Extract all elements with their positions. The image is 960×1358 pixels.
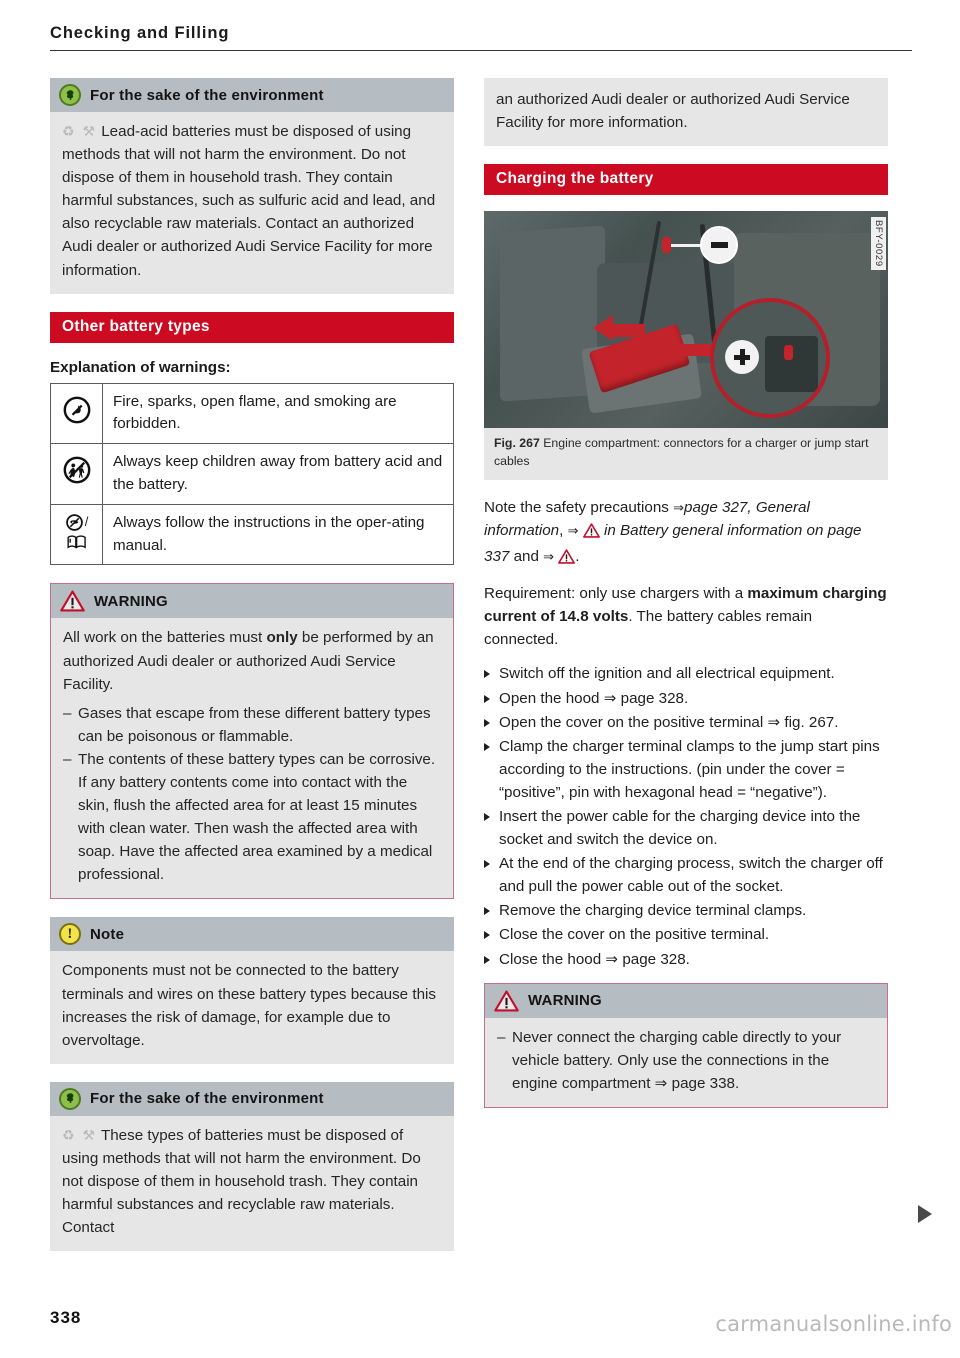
warning-left-intro-part2: be performed by an authorized Audi dealer or authorized Audi Service Facility. — [63, 629, 434, 693]
list-item: Close the hood ⇒ page 328. — [484, 948, 888, 971]
header-divider — [50, 50, 912, 51]
no-children-icon — [51, 444, 103, 505]
positive-terminal-badge — [725, 340, 759, 374]
requirement-bold: maximum charging current of 14.8 volts — [484, 585, 887, 626]
table-row — [51, 504, 454, 565]
safety-part1: Note the safety precautions — [484, 498, 674, 516]
charging-steps-list — [484, 662, 888, 970]
warning-symbols-table — [50, 383, 454, 566]
eye-protection-and-manual-icons — [51, 504, 103, 565]
table-row — [51, 444, 454, 505]
engine-compartment-photo — [484, 211, 888, 428]
page-title: Checking and Filling — [50, 24, 230, 42]
figure-caption-text: Engine compartment: connectors for a charger or jump start cables — [494, 436, 869, 469]
environment-notice-continued-text: an authorized Audi dealer or authorized Audi Service Facility for more information. — [484, 78, 888, 146]
magnifier-callout — [710, 298, 830, 418]
warning-left-intro — [63, 626, 441, 695]
arrow-ref-icon: ⇒ — [673, 500, 685, 516]
environment-notice-1 — [50, 78, 454, 294]
environment-tree-icon — [59, 1088, 81, 1110]
safety-ref-page-337[interactable]: in Battery general information on page 337 — [484, 521, 862, 566]
environment-notice-1-text: Lead-acid batteries must be disposed of using methods that will not harm the environment. Do not dispose of them in household trash. They contain harmful substances, such as sulfuric acid and lead, and also recyclable raw materials. Contact an authorized Audi dealer or authorized Audi Service Facility for more information. — [62, 123, 436, 279]
table-cell-text: Fire, sparks, open flame, and smoking are forbidden. — [103, 383, 454, 444]
list-item: – Never connect the charging cable directly to your vehicle battery. Only use the connections in the engine compartment ⇒ page 338. — [497, 1026, 875, 1095]
section-heading-charging-the-battery: Charging the battery — [484, 164, 888, 195]
list-item: – The contents of these battery types can be corrosive. If any battery contents come into contact with the skin, flush the affected area for at least 15 minutes with clean water. Then wash the affected area with soap. Have the affected area examined by a medical professional. — [63, 748, 441, 887]
safety-mid1: , — [559, 521, 568, 539]
environment-notice-1-header — [50, 78, 454, 112]
warning-right-bullets — [497, 1026, 875, 1095]
environment-notice-1-body — [50, 112, 454, 294]
warning-triangle-icon — [494, 990, 519, 1012]
warning-left-intro-bold: only — [266, 629, 298, 647]
warning-left-intro-part1: All work on the batteries must — [63, 629, 267, 647]
requirement-paragraph — [484, 582, 888, 651]
figure-267 — [484, 211, 888, 480]
recycle-glyphs-2: ♻ ⚒ — [62, 1126, 97, 1143]
no-fire-icon — [51, 383, 103, 444]
note-notice-header — [50, 917, 454, 951]
table-cell-text: Always keep children away from battery acid and the battery. — [103, 444, 454, 505]
note-exclamation-icon: ! — [59, 923, 81, 945]
warning-triangle-icon — [583, 522, 600, 545]
list-item: Clamp the charger terminal clamps to the jump start pins according to the instructions. (pin under the cover = “positive”, pin with hexagonal head = “negative”). — [484, 735, 888, 804]
watermark: carmanualsonline.info — [715, 1312, 952, 1336]
note-notice-body: Components must not be connected to the battery terminals and wires on these battery types because this increases the risk of damage, for example due to overvoltage. — [50, 951, 454, 1063]
environment-notice-2 — [50, 1082, 454, 1251]
arrow-ref-icon: ⇒ — [543, 550, 555, 566]
warning-notice-right-header — [485, 984, 887, 1018]
safety-end: . — [575, 548, 580, 566]
page-header — [50, 24, 912, 51]
note-notice-heading: Note — [90, 925, 125, 943]
page-number: 338 — [50, 1308, 82, 1327]
safety-precautions-paragraph — [484, 496, 888, 571]
environment-notice-2-header — [50, 1082, 454, 1116]
warning-triangle-icon — [558, 548, 575, 571]
safety-ref-page-327[interactable]: page 327, General information — [484, 498, 810, 539]
eye-protection-icon: / — [65, 512, 89, 532]
continue-arrow-icon — [918, 1205, 932, 1223]
environment-notice-2-text: These types of batteries must be disposed of using methods that will not harm the environment. Do not dispose of them in household trash. They contain harmful substances and recyclable raw materials. Contact — [62, 1126, 421, 1237]
warning-notice-left-header — [51, 584, 453, 618]
list-item: Insert the power cable for the charging device into the socket and switch the device on. — [484, 805, 888, 851]
manual-book-icon — [67, 534, 87, 557]
environment-notice-1-heading: For the sake of the environment — [90, 86, 324, 104]
table-cell-text: Always follow the instructions in the oper-ating manual. — [103, 504, 454, 565]
list-item: Switch off the ignition and all electrical equipment. — [484, 662, 888, 685]
requirement-part2: . The battery cables remain connected. — [484, 608, 813, 649]
sub-heading-explanation-of-warnings: Explanation of warnings: — [50, 358, 231, 376]
arrow-ref-icon: ⇒ — [567, 523, 579, 539]
warning-notice-left — [50, 583, 454, 899]
figure-caption-label: Fig. 267 — [494, 436, 540, 451]
environment-notice-2-body — [50, 1116, 454, 1251]
list-item: At the end of the charging process, switch the charger off and pull the power cable out of the socket. — [484, 852, 888, 898]
section-heading-other-battery-types: Other battery types — [50, 312, 454, 343]
warning-notice-left-body — [51, 618, 453, 898]
warning-notice-right-body — [485, 1018, 887, 1107]
left-column — [50, 78, 454, 1269]
requirement-part1: Requirement: only use chargers with a — [484, 585, 748, 603]
list-item: Remove the charging device terminal clamps. — [484, 899, 888, 922]
list-item: Open the cover on the positive terminal ⇒ fig. 267. — [484, 711, 888, 734]
environment-notice-continued — [484, 78, 888, 146]
list-item: – Gases that escape from these different battery types can be poisonous or flammable. — [63, 702, 441, 748]
environment-notice-2-heading: For the sake of the environment — [90, 1090, 324, 1108]
note-notice — [50, 917, 454, 1063]
right-column — [484, 78, 888, 1126]
safety-mid2: and — [509, 548, 544, 566]
warning-left-bullets — [63, 702, 441, 887]
warning-notice-right — [484, 983, 888, 1108]
recycle-glyphs-1: ♻ ⚒ — [62, 123, 97, 139]
list-item: Open the hood ⇒ page 328. — [484, 687, 888, 710]
figure-caption — [484, 428, 888, 480]
figure-image-code: BFY-0029 — [871, 217, 886, 270]
warning-notice-left-heading: WARNING — [94, 592, 168, 610]
list-item: Close the cover on the positive terminal. — [484, 923, 888, 946]
environment-tree-icon — [59, 84, 81, 106]
negative-terminal-badge — [700, 226, 738, 264]
table-row — [51, 383, 454, 444]
warning-notice-right-heading: WARNING — [528, 992, 602, 1010]
warning-triangle-icon — [60, 590, 85, 612]
